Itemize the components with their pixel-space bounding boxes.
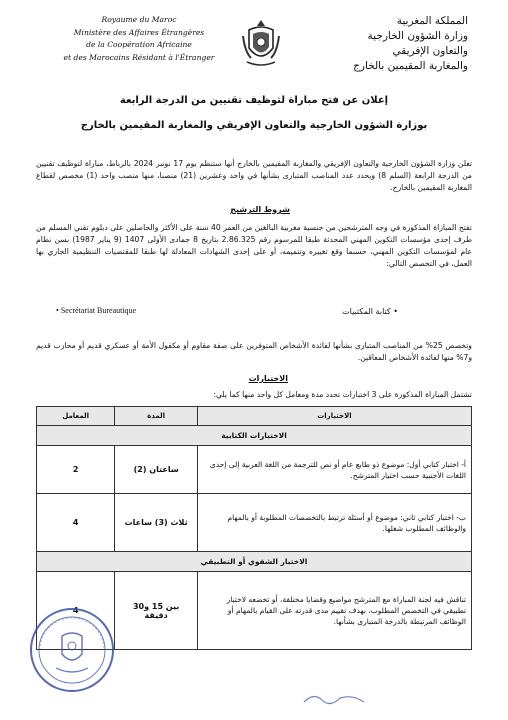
- specialty-arabic-text: كتابة المكتبيات: [342, 307, 391, 316]
- header-ar-line: وزارة الشؤون الخارجية: [367, 30, 468, 42]
- conditions-paragraph: تفتح المباراة المذكورة في وجه المترشحين من جنسية مغربية البالغين من العمر 40 سنة على الأكثر والحاصلين على دبلوم تقني المسلم من طرف إحدى مؤسسات التكوين المهني المحدثة طبقا للمرسوم رقم 2.86.325 بتاريخ 8 جمادى الأولى 1407 (9 يناير 1987) بسن نظام عام لمؤسسات التكوين المهني، حسبما وقع تغييره وتتميمه، أو على إحدى الشهادات المعادلة لها طبقا للمقتضيات التنظيمية الجاري بها العمل، في التخصص التالي:: [36, 223, 472, 268]
- header-ar-line: المملكة المغربية: [396, 15, 468, 27]
- header-fr-line: et des Marocains Résidant à l'Étranger: [63, 52, 215, 62]
- announcement-title: إعلان عن فتح مباراة لتوظيف تقنيين من الدرجة الرابعة: [119, 95, 389, 106]
- header-french: [44, 14, 234, 64]
- tests-intro: تشتمل المباراة المذكورة على 3 اختبارات تحدد مدة ومعامل كل واحد منها كما يلي:: [213, 390, 472, 399]
- test-coefficient: 4: [37, 494, 115, 552]
- header-ar-line: والتعاون الإفريقي: [392, 45, 468, 57]
- test-duration: ثلاث (3) ساعات: [115, 494, 198, 552]
- table-row: [37, 446, 472, 494]
- test-duration: بين 15 و30 دقيقة: [115, 572, 198, 650]
- announcement-subtitle: بوزارة الشؤون الخارجية والتعاون الإفريقي والمغاربة المقيمين بالخارج: [80, 120, 428, 131]
- table-group-row: [37, 426, 472, 446]
- test-description: ب- اختبار كتابي ثاني: موضوع أو أسئلة ترتبط بالتخصصات المطلوبة أو بالمهام والوظائف المطلوب شغلها.: [197, 494, 471, 552]
- oral-test-heading: الاختبار الشفوي أو التطبيقي: [37, 552, 472, 572]
- tests-heading: الاختبارات: [248, 374, 288, 383]
- header-fr-line: de la Coopération Africaine: [86, 40, 192, 49]
- conditions-heading: شروط الترشيح: [230, 205, 290, 214]
- specialty-french-text: Secrétariat Bureautique: [60, 306, 137, 315]
- header-arabic: [318, 14, 468, 74]
- test-duration: ساعتان (2): [115, 446, 198, 494]
- intro-paragraph: تعلن وزارة الشؤون الخارجية والتعاون الإفريقي والمغاربة المقيمين بالخارج أنها ستنظم يوم 17 نونبر 2024 بالرباط، مباراة لتوظيف تقنيين من الدرجة الرابعة (السلم 8) ويحدد عدد المناصب المتبارى بشأنها في واحد وعشرين (21) منصبا، منها منصب واحد (1) مخصص لقطاع المغاربة المقيمين بالخارج.: [36, 159, 472, 192]
- test-coefficient: 4: [37, 572, 115, 650]
- quota-paragraph: وتخصص 25% من المناصب المتبارى بشأنها لفائدة الأشخاص المتوفرين على صفة مقاوم أو مكفول الأمة أو عسكري قديم أو محارب قديم و7% منها لفائدة الأشخاص المعاقين.: [36, 341, 472, 362]
- signature-mark-icon: [300, 688, 370, 708]
- header-fr-line: Royaume du Maroc: [101, 15, 177, 24]
- test-description: أ- اختبار كتابي أول: موضوع ذو طابع عام أو نص للترجمة من اللغة العربية إلى إحدى اللغات الأجنبية حسب اختيار المترشح.: [197, 446, 471, 494]
- test-description: تناقش فيه لجنة المباراة مع المترشح مواضيع وقضايا مختلفة، أو تخضعه لاختبار تطبيقي في التخصص المطلوب، بهدف تقييم مدى قدرته على القيام بالمهام أو الوظائف المرتبطة بالدرجة المتبارى بشأنها.: [197, 572, 471, 650]
- specialty-arabic: • كتابة المكتبيات: [342, 307, 398, 316]
- header-fr-line: Ministère des Affaires Étrangères: [73, 27, 205, 37]
- column-header-coefficient: المعامل: [37, 407, 115, 426]
- header-ar-line: والمغاربة المقيمين بالخارج: [353, 60, 468, 72]
- column-header-tests: الاختبارات: [197, 407, 471, 426]
- table-header-row: [37, 407, 472, 426]
- table-group-row: [37, 552, 472, 572]
- coat-of-arms-icon: [239, 18, 283, 70]
- written-tests-heading: الاختبارات الكتابية: [37, 426, 472, 446]
- official-seal-icon: [28, 606, 116, 694]
- table-row: [37, 494, 472, 552]
- test-coefficient: 2: [37, 446, 115, 494]
- column-header-duration: المدة: [115, 407, 198, 426]
- specialty-french: • Secrétariat Bureautique: [56, 306, 137, 315]
